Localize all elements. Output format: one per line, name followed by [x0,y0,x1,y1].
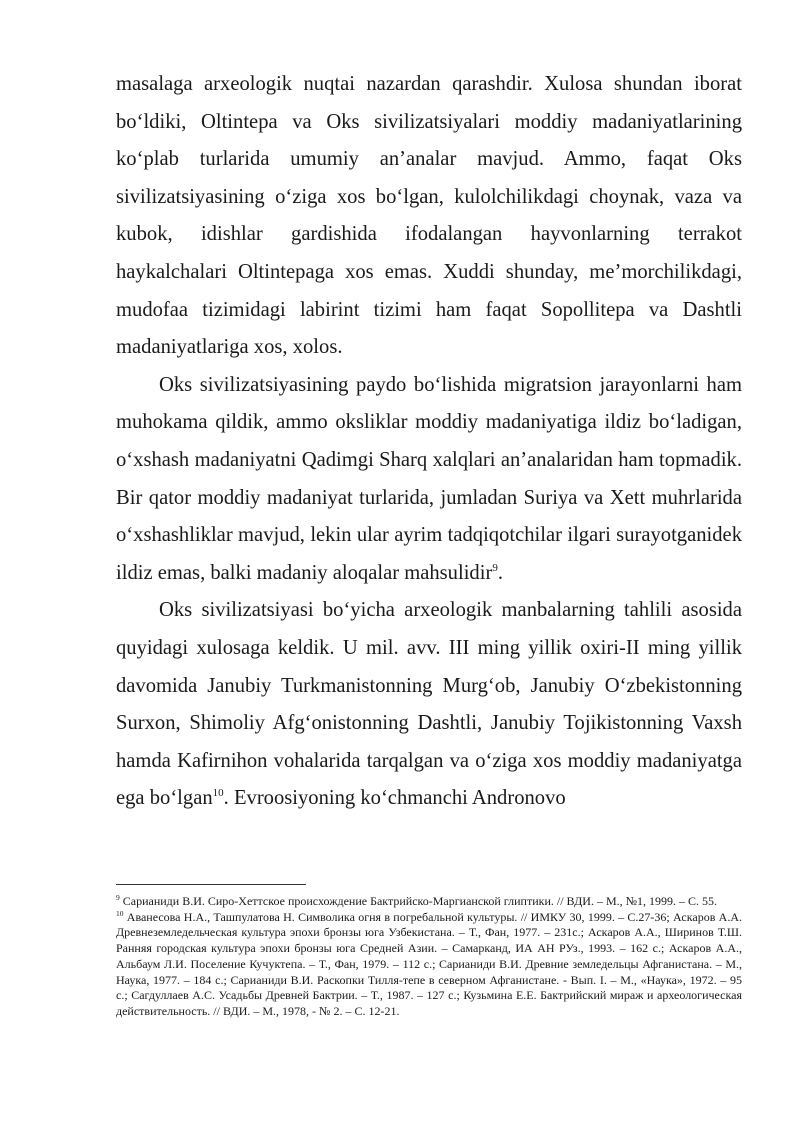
paragraph-text: Oks sivilizatsiyasining paydo bo‘lishida migratsion jarayonlarni ham muhokama qildik, ammo oksliklar moddiy madaniyatiga ildiz bo‘ladigan, o‘xshash madaniyatni Qadimgi Sharq xalqlari an’analaridan ham topmadik. Bir qator moddiy madaniyat turlarida, jumladan Suriya va Xett muhrlarida o‘xshashliklar mavjud, lekin ular ayrim tadqiqotchilar ilgari surayotganidek ildiz emas, balki madaniy aloqalar mahsulidir [116,373,742,584]
footnote-separator [116,884,306,885]
paragraph-tail: . [497,561,503,584]
paragraph-tail: . Evroosiyoning ko‘chmanchi Andronovo [223,787,566,810]
footnote-number: 9 [116,893,120,902]
footnote-9 [116,894,742,910]
footnote-number: 10 [116,908,124,918]
paragraph-conclusion [116,592,742,818]
paragraph-continuation [116,66,742,367]
paragraph-text: Oks sivilizatsiyasi bo‘yicha arxeologik manbalarning tahlili asosida quyidagi xulosaga keldik. U mil. avv. III ming yillik oxiri-II ming yillik davomida Janubiy Turkmanistonning Murg‘ob, Janubiy O‘zbekistonning Surxon, Shimoliy Afg‘onistonning Dashtli, Janubiy Tojikistonning Vaxsh hamda Kafirnihon vohalarida tarqalgan va o‘ziga xos moddiy madaniyatga ega bo‘lgan [116,599,742,810]
footnote-10 [116,910,742,1020]
main-text [116,66,742,818]
footnote-text: Сарианиди В.И. Сиро-Хеттское происхождение Бактрийско-Маргианской глиптики. // ВДИ. – М., №1, 1999. – С. 55. [119,894,718,908]
footnote-ref-10[interactable]: 10 [212,787,224,800]
footnote-ref-9[interactable]: 9 [492,561,498,574]
footnote-text: Аванесова Н.А., Ташпулатова Н. Символика огня в погребальной культуры. // ИМКУ 30, 1999. – С.27-36; Аскаров А.А. Древнеземледельческая культура эпохи бронзы юга Узбекистана. – Т., Фан, 1977. – 231с.; Аскаров А.А., Ширинов Т.Ш. Ранняя городская культура эпохи бронзы юга Средней Азии. – Самарканд, ИА АН РУз., 1993. – 162 с.; Аскаров А.А., Альбаум Л.И. Поселение Кучуктепа. – Т., Фан, 1979. – 112 с.; Сарианиди В.И. Древние земледельцы Афганистана. – М., Наука, 1977. – 184 с.; Сарианиди В.И. Раскопки Тилля-тепе в северном Афганистане. - Вып. I. – М., «Наука», 1972. – 95 с.; Сагдуллаев А.С. Усадьбы Древней Бактрии. – Т., 1987. – 127 с.; Кузьмина Е.Е. Бактрийский мираж и археологическая действительность. // ВДИ. – М., 1978, - № 2. – С. 12-21. [116,909,742,1018]
paragraph-migration [116,367,742,593]
paragraph-text: masalaga arxeologik nuqtai nazardan qarashdir. Xulosa shundan iborat bo‘ldiki, Oltintepa va Oks sivilizatsiyalari moddiy madaniyatlarining ko‘plab turlarida umumiy an’analar mavjud. Ammo, faqat Oks sivilizatsiyasining o‘ziga xos bo‘lgan, kulolchilikdagi choynak, vaza va kubok, idishlar gardishida ifodalangan hayvonlarning terrakot haykalchalari Oltintepaga xos emas. Xuddi shunday, me’morchilikdagi, mudofaa tizimidagi labirint tizimi ham faqat Sopollitepa va Dashtli madaniyatlariga xos, xolos. [116,73,742,359]
footnotes [116,894,742,1020]
